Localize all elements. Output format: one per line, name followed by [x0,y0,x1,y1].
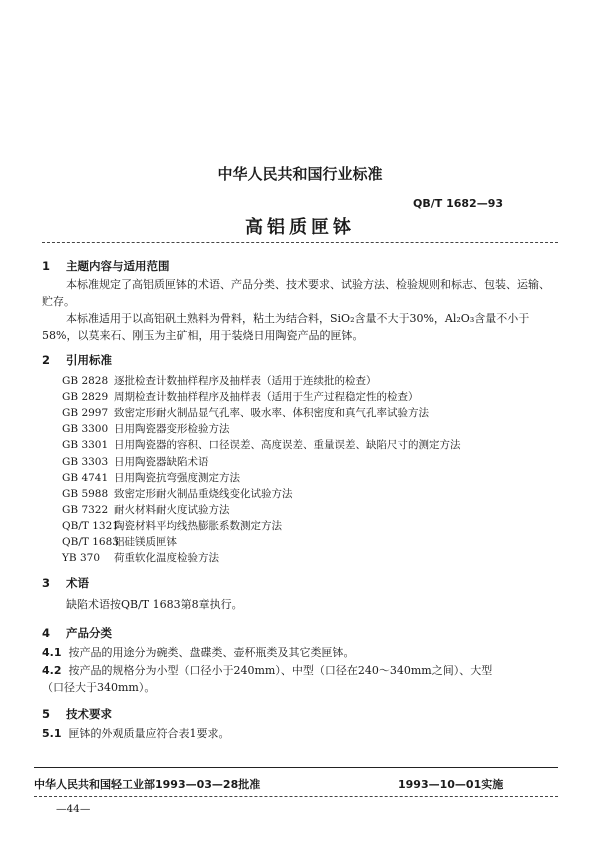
section-3-heading: 3 术语 [42,576,89,590]
reference-title: 日用陶瓷器缺陷术语 [114,455,209,468]
reference-code: GB 3300 [62,423,109,436]
reference-code: GB 3303 [62,455,109,468]
section-3-text: 缺陷术语按QB/T 1683第8章执行。 [66,598,243,611]
document-title: 高铝质匣钵 [245,217,355,238]
reference-title: 致密定形耐火制品重烧线变化试验方法 [114,487,293,500]
reference-code: GB 2997 [62,407,109,420]
section-1-paragraph-1: 本标准规定了高铝质匣钵的术语、产品分类、技术要求、试验方法、检验规则和标志、包装、运输、贮存。 [42,278,550,308]
reference-item [62,502,230,517]
reference-title: 荷重软化温度检验方法 [114,552,219,565]
section-1-heading: 1 主题内容与适用范围 [42,259,170,273]
section-1-paragraph-2: 本标准适用于以高铝矾土熟料为骨料，粘土为结合料，SiO₂含量不大于30%，Al₂O₃含量不小于58%，以莫来石、刚玉为主矿相，用于装烧日用陶瓷产品的匣钵。 [42,312,530,342]
reference-code: GB 7322 [62,503,109,516]
section-4-heading: 4 产品分类 [42,626,112,640]
item-4-1: 4.1 按产品的用途分为碗类、盘碟类、壶杯瓶类及其它类匣钵。 [42,646,355,659]
reference-title: 周期检查计数抽样程序及抽样表（适用于生产过程稳定性的检查） [114,391,419,404]
reference-code: GB 3301 [62,439,109,452]
reference-item [62,405,429,420]
section-5-heading: 5 技术要求 [42,707,112,721]
reference-item [62,534,177,549]
approval-statement: 中华人民共和国轻工业部1993—03—28批准 [34,778,261,791]
reference-item [62,389,419,404]
reference-title: 陶瓷材料平均线热膨胀系数测定方法 [114,519,282,532]
reference-title: 铝硅镁质匣钵 [114,536,177,548]
title-divider [42,242,558,243]
reference-item [62,437,461,452]
reference-title: 日用陶瓷抗弯强度测定方法 [114,471,240,484]
item-4-2: 4.2 按产品的规格分为小型（口径小于240mm）、中型（口径在240～340mm之间）、大型 [42,664,493,677]
reference-title: 日用陶瓷器的容积、口径误差、高度误差、重量误差、缺陷尺寸的测定方法 [114,439,461,452]
page-number-divider [34,796,558,797]
effective-date: 1993—10—01实施 [398,778,504,791]
reference-code: GB 2828 [62,375,109,387]
reference-code: QB/T 1321 [62,519,119,532]
reference-title: 日用陶瓷器变形检验方法 [114,423,230,436]
page-number: —44— [56,803,91,815]
standard-number: QB/T 1682—93 [413,197,504,210]
reference-title: 耐火材料耐火度试验方法 [114,503,230,516]
reference-code: GB 4741 [62,471,109,484]
reference-item [62,373,377,388]
item-5-1: 5.1 匣钵的外观质量应符合表1要求。 [42,727,230,740]
section-2-heading: 2 引用标准 [42,353,112,367]
reference-item [62,470,240,485]
reference-item [62,518,282,533]
footer-rule [34,767,558,768]
reference-item [62,486,293,501]
reference-item [62,550,219,565]
reference-code: QB/T 1683 [62,536,119,548]
reference-item [62,421,230,436]
reference-code: YB 370 [62,552,101,565]
reference-code: GB 2829 [62,391,109,404]
item-4-2-continued: （口径大于340mm）。 [42,681,156,694]
industry-standard-heading: 中华人民共和国行业标准 [217,165,383,183]
reference-code: GB 5988 [62,487,109,500]
reference-title: 逐批检查计数抽样程序及抽样表（适用于连续批的检查） [114,375,377,387]
reference-title: 致密定形耐火制品显气孔率、吸水率、体积密度和真气孔率试验方法 [114,407,429,420]
reference-item [62,454,209,469]
